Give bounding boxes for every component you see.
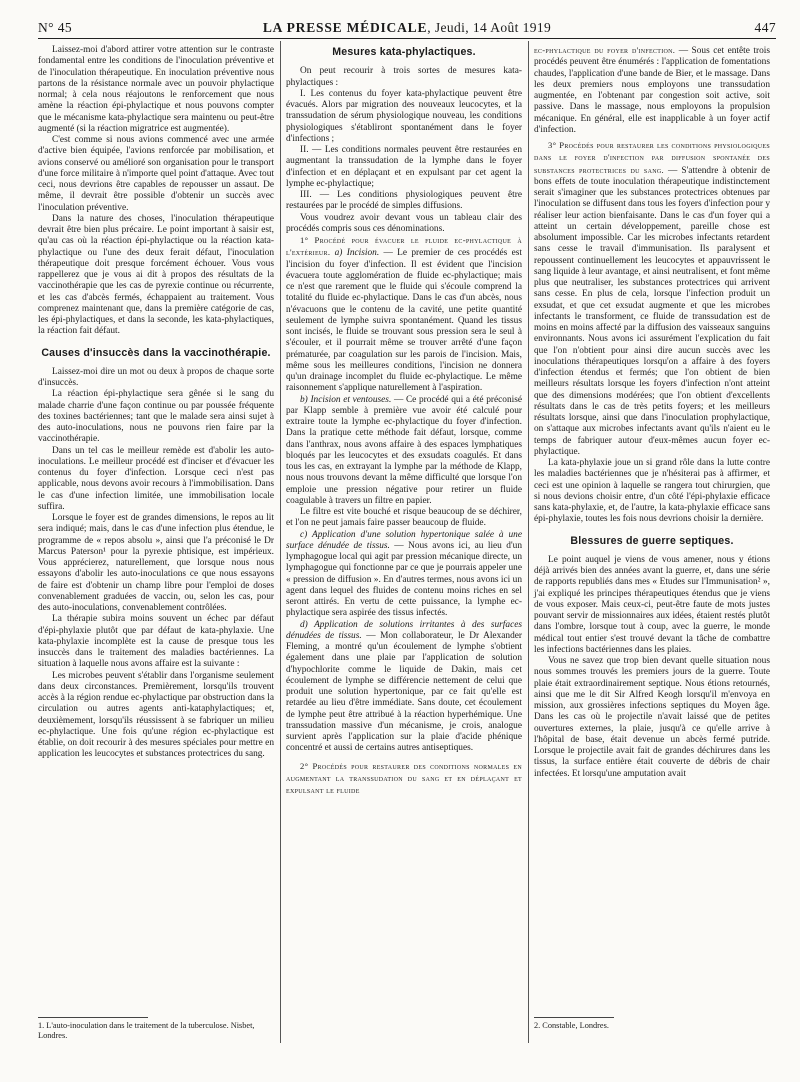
- paragraph: I. Les contenus du foyer kata-phylactique peuvent être évacués. Alors par migration des nouveaux leucocytes, et la transsudation de sérum physiologique nouveau, les conditions physiologiques s'établiront spontanément dans le foyer d'infections ;: [286, 88, 522, 144]
- paragraph: La thérapie subira moins souvent un échec par défaut d'épi-phylaxie plutôt que par défaut de kata-phylaxie. Une kata-phylaxie incomplète est la cause de presque tous les insuccès dans le traitement des maladies bactériennes. La situation à laquelle nous avons affaire est la suivante :: [38, 614, 274, 670]
- page-header: [38, 18, 776, 39]
- paragraph: [534, 140, 770, 458]
- column-divider: [280, 41, 281, 1043]
- footnote-rule: [534, 1017, 614, 1018]
- paragraph: Dans la nature des choses, l'inoculation thérapeutique devrait être bien plus précaire. Le point important à saisir est, qu'au cas où la réaction épi-phylactique ou la réaction kata-phylactique ou l'une des deux ferait défaut, l'inoculation thérapeutique doit presque forcément échouer. Vous vous rappellerez que je vous ai dit à propos des résultats de la vaccinothérapie que les cas de pyrexie continue ou récurrente, et les cas d'abcès fermés, échappaient au traitement. Vous comprenez maintenant que, dans la première catégorie de cas, les épi-phylactiques, et dans la seconde, les kata-phylactiques, la réaction fait défaut.: [38, 213, 274, 337]
- paragraph: La réaction épi-phylactique sera gênée si le sang du malade charrie d'une façon continue ou par poussée fréquente des toxines bactériennes; tant que le malade sera ainsi sujet à des auto-inoculations, nous ne pouvons rien faire par la vaccinothérapie.: [38, 389, 274, 445]
- paragraph: Laissez-moi d'abord attirer votre attention sur le contraste fondamental entre les conditions de l'inoculation préventive et de l'inoculation thérapeutique. En inoculation préventive nous partons de la résistance normale avec un pouvoir phylactique normal; à cela nous réajoutons le renforcement que nous amène la réaction épi-phylactique et nous pouvons compter que le mécanisme kata-phylactique sera maintenu ou peut-être augmenté (si la réaction migratrice est augmentée).: [38, 45, 274, 134]
- section-heading: Mesures kata-phylactiques.: [332, 46, 476, 58]
- item-text: — Mon collaborateur, le Dr Alexander Fleming, a montré qu'un écoulement de lymphe s'obtient également dans une plaie par l'application de solution d'hypochlorite comme le liquide de Dakin, mais cet écoulement de lymphe se différencie nettement de celui que produit une solution hypertonique, par ce fait qu'elle est retardée au lieu d'être immédiate. Sans doute, cet écoulement de lymphe peut être attribué à la réaction hyperhémique. Une transsudation massive d'un mécanisme, je crois, analogue survient après l'application sur la plaie d'acide phénique concentré et aussi de certains autres antiseptiques.: [286, 630, 522, 754]
- issue-number: N° 45: [38, 20, 73, 35]
- item-text: — Nous avons ici, au lieu d'un lymphagogue local qui agit par pression mécanique directe, un lymphagogue qui fonctionne par ce que je pourrais appeler une « pression de diffusion ». En d'autres termes, nous avons ici un agent dans lequel des fluides de contenu moins riches en sel seront attirés. En vertu de cette puissance, la lymphe ec-phylactique sera aspirée des tissus infectés.: [286, 540, 522, 619]
- paragraph: [286, 620, 522, 755]
- journal-title: LA PRESSE MÉDICALE: [262, 20, 428, 35]
- column-3: [534, 45, 770, 780]
- paragraph: Dans un tel cas le meilleur remède est d'abolir les auto-inoculations. Le meilleur procédé est d'inciser et d'évacuer les contenus du foyer d'infection. Lorsque ceci n'est pas applicable, nous devons avoir recours à l'immobilisation. Dans le cas d'une infection limitée, une immobilisation locale suffira.: [38, 445, 274, 512]
- item-text: — Sous cet entête trois procédés peuvent être énumérés : l'application de fomentations chaudes, l'application d'une bande de Bier, et le massage. Dans les deux premiers nous employons une transsudation augmentée, en l'obtenant par congestion soit active, soit passive. Dans le massage, nous employons la propulsion mécanique. En général, elle est inapplicable à un foyer actif d'infection.: [534, 46, 770, 135]
- footnote-2: [534, 1017, 770, 1031]
- section-heading: Causes d'insuccès dans la vaccinothérapie.: [41, 346, 271, 359]
- footnote-rule: [38, 1017, 148, 1018]
- item-label: a) Incision.: [334, 248, 380, 259]
- item-label: c) Application d'une solution hypertonique salée à une surface dénudée de tissus.: [286, 529, 522, 551]
- paragraph: II. — Les conditions normales peuvent être restaurées en augmentant la transsudation de la lymphe dans le foyer d'infection et en déplaçant et en expulsant par cet agent la lymphe ec-phylactique;: [286, 145, 522, 189]
- paragraph: [286, 761, 522, 798]
- column-1: [38, 45, 274, 761]
- item-label: d) Application de solutions irritantes à des surfaces dénudées de tissus.: [286, 619, 522, 641]
- paragraph: Laissez-moi dire un mot ou deux à propos de chaque sorte d'insuccès.: [38, 366, 274, 388]
- page-number: 447: [754, 20, 776, 35]
- column-divider: [528, 41, 529, 1043]
- paragraph: [534, 45, 770, 136]
- paragraph: La kata-phylaxie joue un si grand rôle dans la lutte contre les maladies bactériennes que je n'hésiterai pas à affirmer, et ceci est une opinion à laquelle se rangera tout chirurgien, que si nous devions choisir entre, d'un côté l'épi-phylaxie efficace sans kata-phylaxie, et, de l'autre, la kata-phylaxie efficace sans épi-phylaxie, toutes les fois nous devrions choisir la dernière.: [534, 458, 770, 525]
- paragraph: [286, 235, 522, 395]
- paragraph: Vous ne savez que trop bien devant quelle situation nous nous sommes trouvés les premiers jours de la guerre. Toute plaie était extraordinairement septique. Nous étions retournés, ainsi que me le dit Sir Alfred Keogh lorsqu'il m'envoya en mission, aux grossières infections septiques du Moyen âge. Dans les cas où le projectile n'avait laissé que de petites ouvertures externes, la plaie, jusqu'à ce qu'elle arrive à l'hôpital de base, était devenue un abcès fermé putride. Lorsque le projectile avait fait de grandes déchirures dans les tissus, la surface entière était couverte de débris de chair infectées. Et lorsqu'une amputation avait: [534, 656, 770, 779]
- item-text: — S'attendre à obtenir de bons effets de toute inoculation thérapeutique indistinctement serait s'imaginer que les substances protectrices obtenues par l'inoculation se diffusent dans tous les foyers d'infection pour y réaliser leur action bienfaisante. Dans le cas d'un foyer qui a atteint un certain développement, pareille chose est absolument impossible. Car les microbes infectants retardent sans cesse le travail d'immunisation. Ils paralysent et repoussent continuellement les leucocytes et appauvrissent le sang liquide à leur avantage, et ainsi neutralisent, et font même plus que neutraliser, les substances protectrices qui arrivent sans cesse. En plus de cela, lorsque l'infection produit un exsudat, et que cet exsudat augmente et que les microbes infectants le transforment, ce fluide de transsudation est de moins en moins affecté par la diffusion des vaisseaux sanguins environnants. Nous avons ici assurément l'explication du fait que l'on n'obtient pour ainsi dire aucun succès avec les inoculations thérapeutiques lorsqu'on a affaire à des foyers d'infection étendus et fermés; que l'on obtient de bien meilleurs résultats lorsque les foyers d'infection n'ont atteint que des dimensions modérées; que l'on obtient d'excellents résultats dans le cas de très petits foyers; et les meilleurs résultats lorsque, ainsi que dans l'inoculation prophylactique, on s'attaque aux microbes infectants avant qu'ils n'aient eu le temps de fabriquer autour d'eux-mêmes aucun foyer ec-phylactique.: [534, 165, 770, 457]
- paragraph: [286, 395, 522, 508]
- footnote-1: [38, 1017, 274, 1041]
- item-text: — Ce procédé qui a été préconisé par Klapp semble à première vue avoir été calculé pour extraire toute la lymphe ec-phylactique du foyer d'infection. Dans la pratique cette méthode fait défaut, lorsque, comme dans l'anthrax, nous avons affaire à des espaces lymphatiques bloqués par les leucocytes et des exsudats coagulés. Et dans tous les cas, en extrayant la lymphe par la méthode de Klapp, nous nous trouvons devant la même difficulté que lorsque l'on emploie une pression négative pour retirer un fluide coagulable à travers un filtre en papier.: [286, 394, 522, 506]
- section-heading: Blessures de guerre septiques.: [570, 534, 734, 547]
- footnote-text: 2. Constable, Londres.: [534, 1021, 609, 1030]
- paragraph: On peut recourir à trois sortes de mesures kata-phylactiques :: [286, 66, 522, 88]
- paragraph: C'est comme si nous avions commencé avec une armée d'active bien équipée, l'avions renforcée par mobilisation, et avions conservé ou amélioré son organisation pour le transport d'une force militaire à n'importe quel point d'attaque. Avec tout ceci, nous devrions être capables de repousser un assaut. De même, il devrait être possible d'obtenir un succès avec l'inoculation préventive.: [38, 135, 274, 213]
- item-label: b) Incision et ventouses.: [300, 394, 392, 405]
- paragraph: [286, 530, 522, 620]
- paragraph: Vous voudrez avoir devant vous un tableau clair des procédés compris sous ces dénominations.: [286, 212, 522, 234]
- issue-date: , Jeudi, 14 Août 1919: [427, 20, 552, 35]
- paragraph: Le point auquel je viens de vous amener, nous y étions déjà arrivés bien des années avant la guerre, et, dans une série de rapports republiés dans mes « Etudes sur l'Immunisation² », j'ai expliqué les principes thérapeutiques étendus que je viens de vous exposer. Mais ceux-ci, peut-être faute de mots justes pouvant servir de missionnaires aux idées, étaient restés plutôt dans l'ombre, lorsque tout à coup, avec la guerre, le monde médical tout entier s'est trouvé devant la tâche de combattre les infections bactériennes dans les plaies.: [534, 554, 770, 655]
- subheading: 2° Procédés pour restaurer des conditions normales en augmentant la transsudation du sang et en déplaçant et expulsant le fluide: [286, 760, 522, 795]
- column-2: [286, 45, 522, 797]
- paragraph: Le filtre est vite bouché et risque beaucoup de se déchirer, et l'on ne peut jamais faire passer beaucoup de fluide.: [286, 507, 522, 529]
- paragraph: III. — Les conditions physiologiques peuvent être restaurées par le procédé de simples diffusions.: [286, 190, 522, 212]
- subheading: ec-phylactique du foyer d'infection.: [534, 45, 676, 55]
- subheading: 1° Procédé pour évacuer le fluide ec-phylactique à l'extérieur.: [286, 235, 522, 258]
- footnote-text: 1. L'auto-inoculation dans le traitement de la tuberculose. Nisbet, Londres.: [38, 1021, 255, 1040]
- item-text: — Le premier de ces procédés est l'incision du foyer d'infection. Il est évident que l'incision évacuera toute agglomération de fluide ec-phylactique; mais ce n'est que rarement que le fluide qui s'écoule comprend la totalité du fluide ec-phylactique. Dans le cas d'un abcès, nous n'évacuons que le contenu de la cavité, une petite quantité seulement de lymphe suivra spontanément. Quand les tissus sont incisés, le fluide se trouvant sous pression sera le seul à s'écouler, et il pourrait même se trouver arrêté d'une façon prématurée, par coagulation sur les parois de l'incision. Mais, même sous les meilleures conditions, l'incision ne donnera qu'un drainage incomplet du fluide ec-phylactique. Le même raisonnement s'applique naturellement à l'aspiration.: [286, 248, 522, 394]
- journal-title-line: [38, 20, 776, 36]
- text-columns: [38, 39, 776, 1069]
- paragraph: Lorsque le foyer est de grandes dimensions, le repos au lit sera indiqué; mais, dans le cas d'une infection plus étendue, le programme de « repos absolu », ainsi que l'a préconisé le Dr Marcus Paterson¹ pour la pyrexie phtisique, est impérieux. Vous apprécierez, naturellement, que lorsque nous nous essayons d'abolir les auto-inoculations ce que nous essayons de faire est d'obtenir un champ libre pour l'emploi de doses convenablement graduées de vaccin, ou, selon les cas, pour des auto-inoculations, convenablement contrôlées.: [38, 513, 274, 613]
- paragraph: Les microbes peuvent s'établir dans l'organisme seulement dans deux circonstances. Premièrement, lorsqu'ils trouvent accès à la région rendue ec-phylactique par obstruction dans la circulation ou autres agents anti-kataphylactiques; et, deuxièmement, lorsqu'ils réussissent à se fabriquer un milieu ec-phylactique. Une fois qu'une région ec-phylactique est établie, on doit recourir à des mesures spéciales pour mettre en application les leucocytes et substances protectrices du sang.: [38, 670, 274, 760]
- subheading: 3° Procédés pour restaurer les conditions physiologiques dans le foyer d'infection par diffusion spontanée des substances protectrices du sang.: [534, 140, 770, 175]
